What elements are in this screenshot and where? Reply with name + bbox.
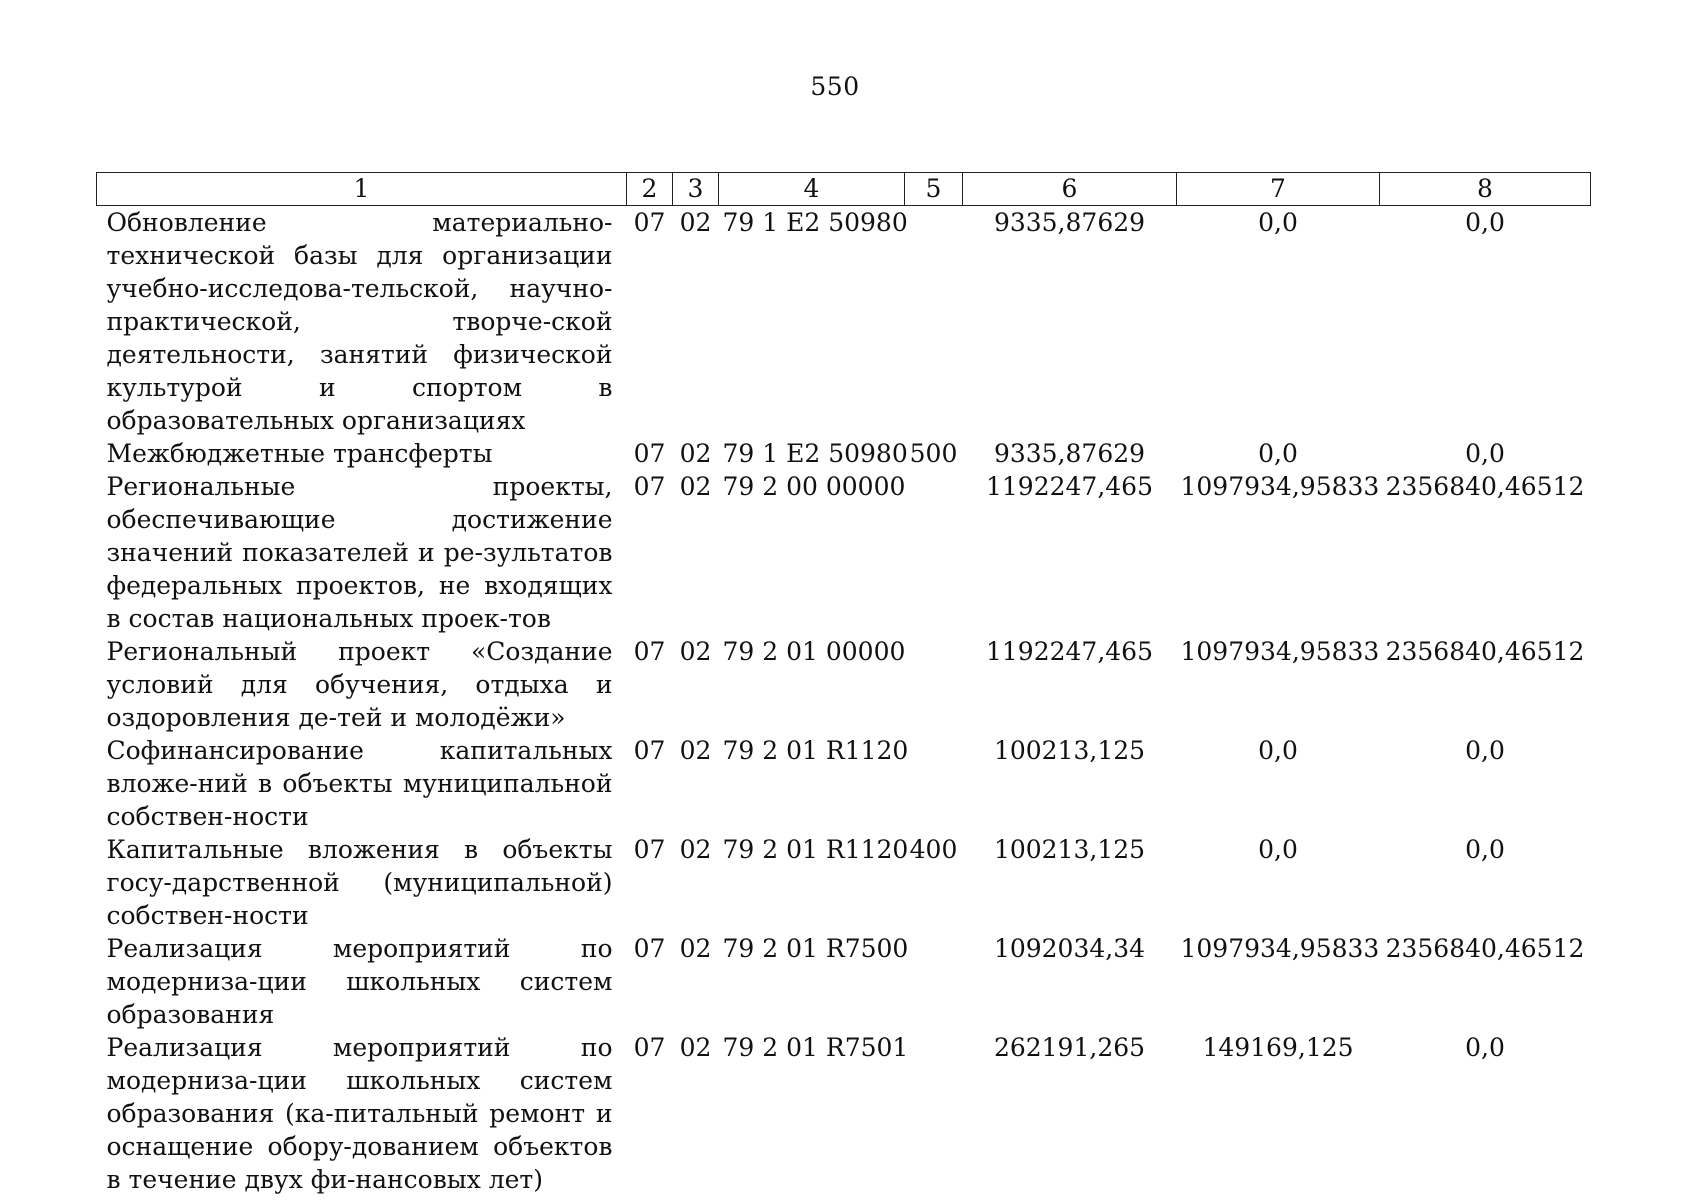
subsection-code-cell: 02 (679, 934, 712, 963)
amount-year-2-cell: 1097934,95833 (1180, 934, 1380, 963)
target-article-code-cell: 79 2 01 R7501 (722, 1033, 909, 1062)
amount-year-1-cell: 1192247,465 (985, 472, 1153, 501)
amount-year-1-cell: 100213,125 (993, 736, 1146, 765)
table-body (97, 206, 1591, 1197)
table-row (97, 734, 1591, 833)
column-header: 8 (1380, 173, 1591, 206)
amount-year-3-cell: 0,0 (1465, 208, 1505, 237)
expense-type-code-cell: 400 (909, 835, 958, 864)
section-code-cell: 07 (633, 1033, 666, 1062)
target-article-code-cell: 79 2 01 R7500 (722, 934, 909, 963)
table-row (97, 470, 1591, 635)
amount-year-1-cell: 262191,265 (993, 1033, 1146, 1062)
target-article-code-cell: 79 2 00 00000 (722, 472, 906, 501)
amount-year-2-cell: 0,0 (1258, 736, 1298, 765)
budget-table (96, 172, 1591, 1196)
item-name-cell: Региональный проект «Создание условий для обучения, отдыха и оздоровления де-тей и молодёжи» (106, 637, 613, 732)
target-article-code-cell: 79 1 E2 50980 (722, 439, 908, 468)
section-code-cell: 07 (633, 736, 666, 765)
subsection-code-cell: 02 (679, 637, 712, 666)
expense-type-code-cell (905, 635, 963, 734)
column-header: 3 (673, 173, 719, 206)
amount-year-2-cell: 0,0 (1258, 439, 1298, 468)
amount-year-1-cell: 1192247,465 (985, 637, 1153, 666)
item-name-cell: Капитальные вложения в объекты госу-дарственной (муниципальной) собствен-ности (106, 835, 613, 930)
target-article-code-cell: 79 1 E2 50980 (722, 208, 908, 237)
table-row (97, 206, 1591, 438)
amount-year-2-cell: 1097934,95833 (1180, 637, 1380, 666)
item-name-cell: Межбюджетные трансферты (106, 439, 493, 468)
column-header: 1 (97, 173, 627, 206)
table-row (97, 635, 1591, 734)
amount-year-3-cell: 0,0 (1465, 835, 1505, 864)
table-row (97, 1031, 1591, 1196)
amount-year-2-cell: 1097934,95833 (1180, 472, 1380, 501)
column-header: 6 (963, 173, 1177, 206)
column-header: 5 (905, 173, 963, 206)
amount-year-3-cell: 0,0 (1465, 736, 1505, 765)
subsection-code-cell: 02 (679, 208, 712, 237)
page-number (0, 72, 1696, 101)
table-row (97, 833, 1591, 932)
subsection-code-cell: 02 (679, 736, 712, 765)
amount-year-3-cell: 0,0 (1465, 439, 1505, 468)
table-header (97, 173, 1591, 206)
item-name-cell: Реализация мероприятий по модерниза-ции школьных систем образования (106, 934, 613, 1029)
column-header: 7 (1177, 173, 1380, 206)
expense-type-code-cell (905, 1031, 963, 1196)
column-header: 4 (719, 173, 905, 206)
section-code-cell: 07 (633, 835, 666, 864)
item-name-cell: Обновление материально-технической базы для организации учебно-исследова-тельской, научно-практической, творче-ской деятельности, занятий физической культурой и спортом в образовательных организациях (106, 208, 613, 435)
section-code-cell: 07 (633, 934, 666, 963)
expense-type-code-cell (905, 734, 963, 833)
section-code-cell: 07 (633, 472, 666, 501)
expense-type-code-cell (905, 206, 963, 438)
amount-year-1-cell: 9335,87629 (993, 439, 1146, 468)
amount-year-1-cell: 1092034,34 (993, 934, 1146, 963)
amount-year-3-cell: 2356840,46512 (1385, 637, 1585, 666)
amount-year-1-cell: 100213,125 (993, 835, 1146, 864)
item-name-cell: Софинансирование капитальных вложе-ний в объекты муниципальной собствен-ности (106, 736, 613, 831)
section-code-cell: 07 (633, 439, 666, 468)
amount-year-1-cell: 9335,87629 (993, 208, 1146, 237)
expense-type-code-cell: 500 (909, 439, 958, 468)
header-row (97, 173, 1591, 206)
expense-type-code-cell (905, 932, 963, 1031)
subsection-code-cell: 02 (679, 835, 712, 864)
amount-year-3-cell: 2356840,46512 (1385, 472, 1585, 501)
expense-type-code-cell (905, 470, 963, 635)
subsection-code-cell: 02 (679, 472, 712, 501)
table-row (97, 437, 1591, 470)
table-row (97, 932, 1591, 1031)
amount-year-2-cell: 0,0 (1258, 835, 1298, 864)
target-article-code-cell: 79 2 01 R1120 (722, 736, 909, 765)
section-code-cell: 07 (633, 208, 666, 237)
amount-year-2-cell: 149169,125 (1202, 1033, 1354, 1062)
amount-year-3-cell: 0,0 (1465, 1033, 1505, 1062)
item-name-cell: Реализация мероприятий по модерниза-ции школьных систем образования (ка-питальный ремонт и оснащение обору-дованием объектов в течение двух фи-нансовых лет) (106, 1033, 613, 1194)
column-header: 2 (627, 173, 673, 206)
page-number-text: 550 (810, 72, 860, 101)
section-code-cell: 07 (633, 637, 666, 666)
item-name-cell: Региональные проекты, обеспечивающие достижение значений показателей и ре-зультатов федеральных проектов, не входящих в состав национальных проек-тов (106, 472, 613, 633)
subsection-code-cell: 02 (679, 439, 712, 468)
subsection-code-cell: 02 (679, 1033, 712, 1062)
target-article-code-cell: 79 2 01 R1120 (722, 835, 909, 864)
amount-year-2-cell: 0,0 (1258, 208, 1298, 237)
amount-year-3-cell: 2356840,46512 (1385, 934, 1585, 963)
target-article-code-cell: 79 2 01 00000 (722, 637, 906, 666)
